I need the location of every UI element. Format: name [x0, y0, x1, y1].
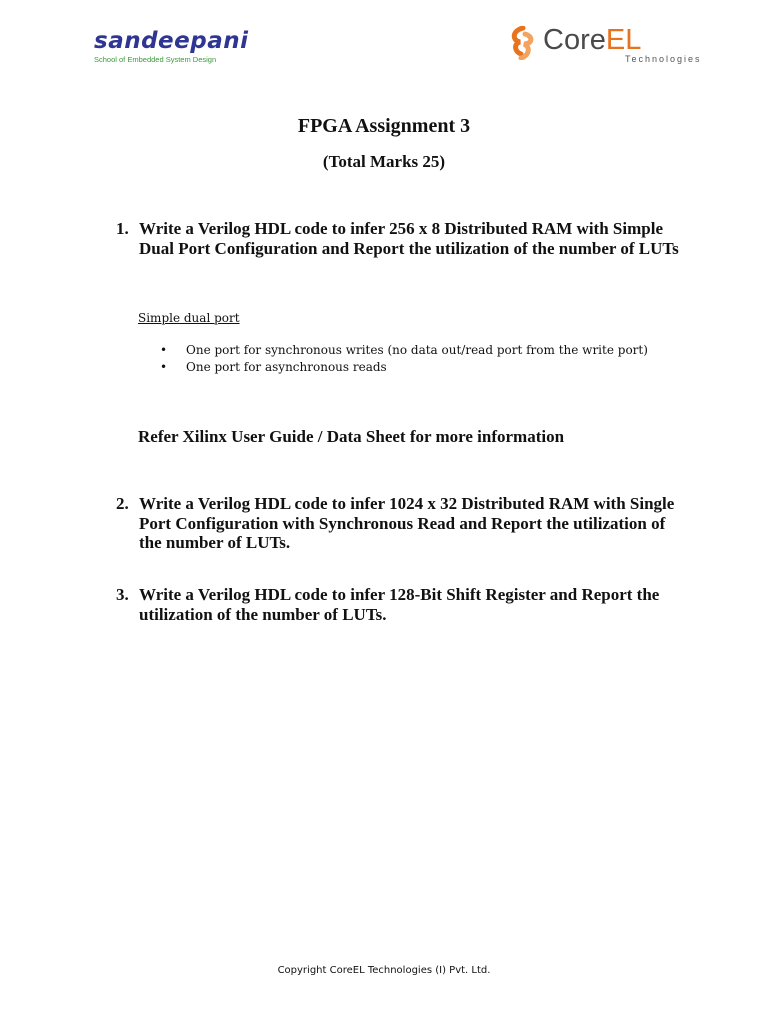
sandeepani-logo-wordmark: sandeepani: [94, 28, 249, 54]
question-text: Write a Verilog HDL code to infer 256 x 8 Distributed RAM with Simple Dual Port Configuration and Report the utilization of the number of LUTs: [139, 219, 679, 258]
bullet-text: One port for asynchronous reads: [186, 359, 387, 374]
section-heading: Simple dual port: [138, 311, 240, 325]
bullet-icon: •: [160, 359, 168, 374]
list-item: [160, 342, 670, 359]
question-2: [116, 494, 676, 554]
copyright-footer: Copyright CoreEL Technologies (I) Pvt. Ltd.: [277, 965, 491, 976]
coreel-logo-subtitle: Technologies: [625, 54, 702, 64]
total-marks: (Total Marks 25): [322, 152, 446, 171]
reference-note: Refer Xilinx User Guide / Data Sheet for more information: [138, 427, 565, 446]
question-number: 2.: [116, 494, 129, 513]
bullet-icon: •: [160, 343, 168, 357]
coreel-logo-el: EL: [605, 24, 642, 56]
coreel-logo-wordmark: [543, 24, 641, 56]
coreel-logo: [507, 24, 702, 66]
coreel-swirl-icon: [507, 26, 537, 60]
question-text: Write a Verilog HDL code to infer 128-Bit Shift Register and Report the utilization of the number of LUTs.: [139, 585, 660, 624]
list-item: [160, 359, 670, 376]
question-number: 3.: [116, 585, 129, 604]
coreel-logo-core: Core: [543, 24, 606, 56]
sandeepani-logo-tagline: School of Embedded System Design: [94, 55, 217, 64]
question-3: [116, 585, 676, 627]
question-text: Write a Verilog HDL code to infer 1024 x 32 Distributed RAM with Single Port Configuration with Synchronous Read and Report the utilization of the number of LUTs.: [139, 494, 675, 552]
question-1: [116, 219, 679, 279]
question-number: 1.: [116, 219, 129, 238]
bullet-text: One port for synchronous writes (no data out/read port from the write port): [186, 343, 648, 357]
sandeepani-logo: [94, 28, 249, 68]
bullet-list: [160, 342, 670, 375]
document-title: FPGA Assignment 3: [297, 115, 471, 137]
